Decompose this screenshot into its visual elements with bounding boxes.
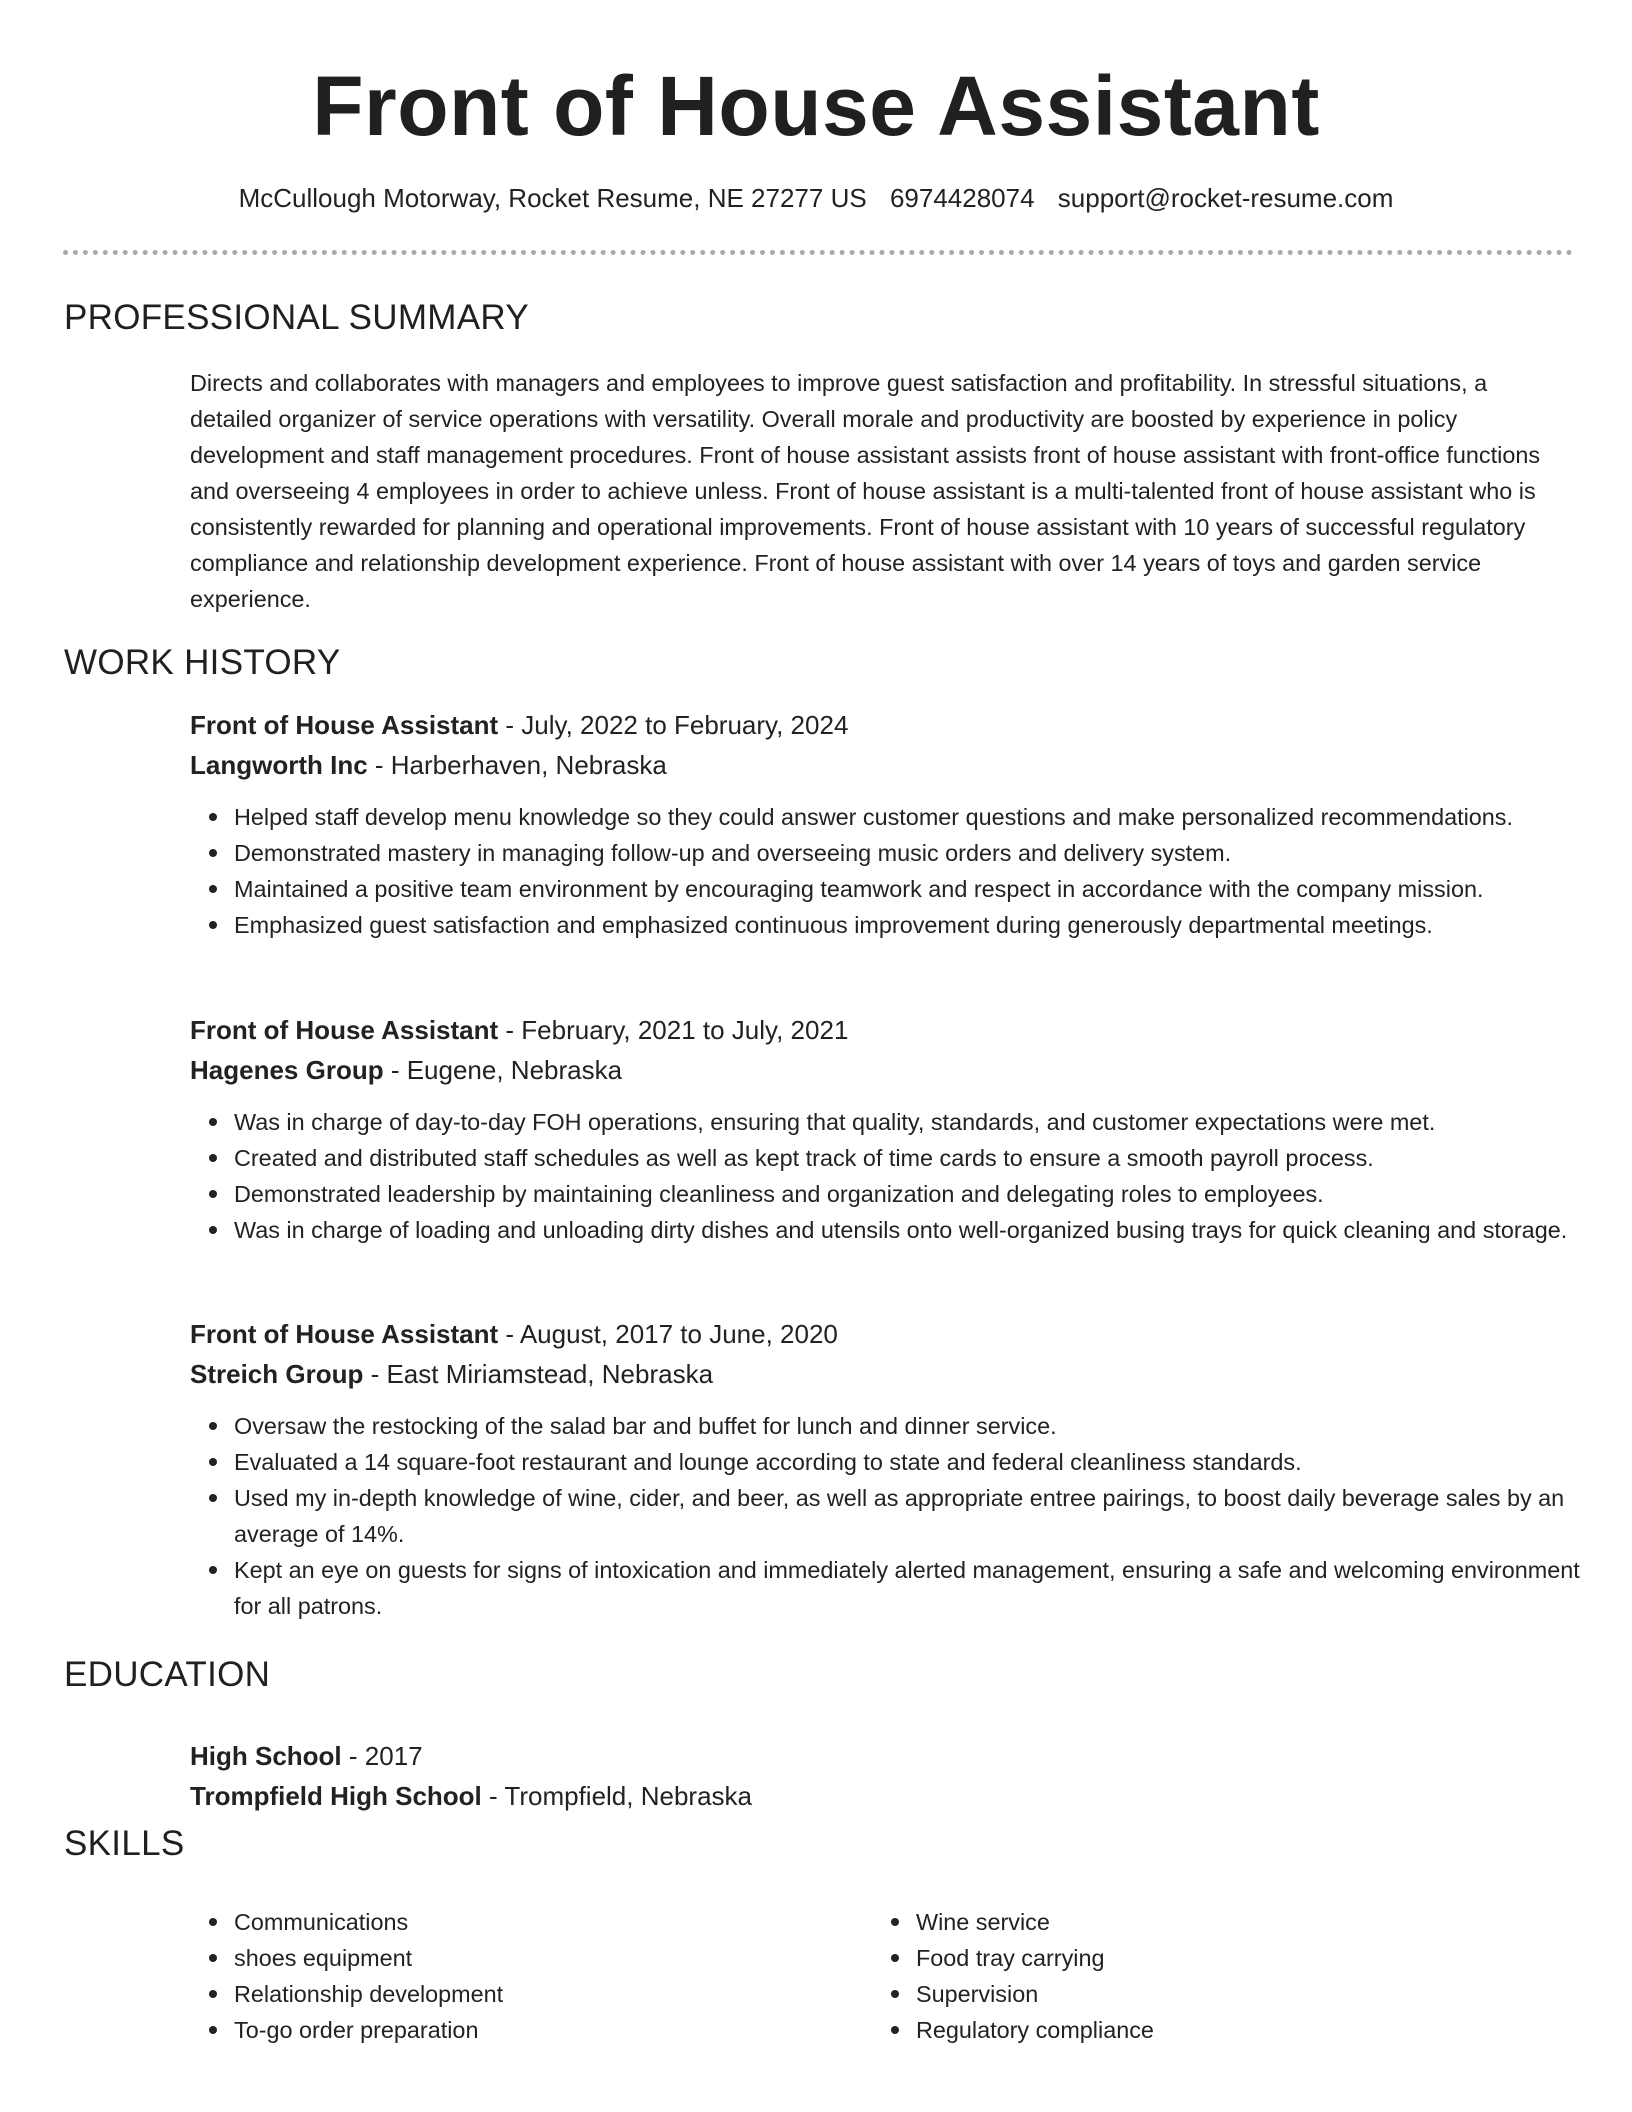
list-item: Was in charge of loading and unloading dirty dishes and utensils onto well-organized busing trays for quick cleaning and storage. (234, 1212, 1580, 1248)
education-entry (190, 1736, 1580, 1816)
job-entry (190, 1010, 1580, 1248)
list-item: Kept an eye on guests for signs of intoxication and immediately alerted management, ensuring a safe and welcoming environment for all patrons. (234, 1552, 1580, 1624)
education-degree: High School (190, 1741, 342, 1771)
list-item: Helped staff develop menu knowledge so they could answer customer questions and make personalized recommendations. (234, 799, 1580, 835)
list-item: Was in charge of day-to-day FOH operations, ensuring that quality, standards, and customer expectations were met. (234, 1104, 1580, 1140)
education-location: - Trompfield, Nebraska (481, 1781, 752, 1811)
job-title-line (190, 705, 1580, 745)
section-title-summary: PROFESSIONAL SUMMARY (64, 298, 529, 337)
education-school: Trompfield High School (190, 1781, 482, 1811)
list-item: Regulatory compliance (916, 2012, 1154, 2048)
education-year: - 2017 (341, 1741, 423, 1771)
job-company: Langworth Inc (190, 750, 368, 780)
job-company-line (190, 1354, 1580, 1394)
list-item: Used my in-depth knowledge of wine, cider, and beer, as well as appropriate entree pairings, to boost daily beverage sales by an average of 14%. (234, 1480, 1580, 1552)
job-title-line (190, 1314, 1580, 1354)
summary-text: Directs and collaborates with managers and employees to improve guest satisfaction and profitability. In stressful situations, a detailed organizer of service operations with versatility. Overall morale and productivity are boosted by experience in policy development and staff management procedures. Front of house assistant assists front of house assistant with front-office functions and overseeing 4 employees in order to achieve unless. Front of house assistant is a multi-talented front of house assistant who is consistently rewarded for planning and operational improvements. Front of house assistant with 10 years of successful regulatory compliance and relationship development experience. Front of house assistant with over 14 years of toys and garden service experience. (190, 370, 1541, 612)
contact-line (0, 180, 1632, 216)
job-title: Front of House Assistant (190, 1015, 499, 1045)
job-title-line (190, 1010, 1580, 1050)
list-item: Demonstrated mastery in managing follow-up and overseeing music orders and delivery system. (234, 835, 1580, 871)
list-item: Food tray carrying (916, 1940, 1154, 1976)
skills-column-2 (872, 1904, 1154, 2048)
list-item: Communications (234, 1904, 503, 1940)
list-item: Oversaw the restocking of the salad bar and buffet for lunch and dinner service. (234, 1408, 1580, 1444)
job-company-line (190, 745, 1580, 785)
list-item: Created and distributed staff schedules as well as kept track of time cards to ensure a smooth payroll process. (234, 1140, 1580, 1176)
list-item: Evaluated a 14 square-foot restaurant and lounge according to state and federal cleanliness standards. (234, 1444, 1580, 1480)
list-item: Emphasized guest satisfaction and emphasized continuous improvement during generously departmental meetings. (234, 907, 1580, 943)
job-dates: - July, 2022 to February, 2024 (498, 710, 849, 740)
skills-column-1 (190, 1904, 503, 2048)
job-company-line (190, 1050, 1580, 1090)
contact-email: support@rocket-resume.com (1057, 183, 1394, 213)
list-item: Supervision (916, 1976, 1154, 2012)
list-item: Demonstrated leadership by maintaining cleanliness and organization and delegating roles to employees. (234, 1176, 1580, 1212)
contact-address: McCullough Motorway, Rocket Resume, NE 27277 US (238, 183, 867, 213)
job-location: - Eugene, Nebraska (383, 1055, 623, 1085)
job-title: Front of House Assistant (190, 1319, 499, 1349)
list-item: shoes equipment (234, 1940, 503, 1976)
contact-phone: 6974428074 (889, 183, 1035, 213)
job-bullets (190, 799, 1580, 943)
education-degree-line (190, 1736, 1580, 1776)
education-school-line (190, 1776, 1580, 1816)
job-bullets (190, 1408, 1580, 1624)
job-dates: - February, 2021 to July, 2021 (498, 1015, 849, 1045)
list-item: To-go order preparation (234, 2012, 503, 2048)
list-item: Maintained a positive team environment by encouraging teamwork and respect in accordance with the company mission. (234, 871, 1580, 907)
job-company: Streich Group (190, 1359, 364, 1389)
job-entry (190, 1314, 1580, 1624)
job-company: Hagenes Group (190, 1055, 384, 1085)
section-title-education: EDUCATION (64, 1655, 271, 1694)
job-location: - Harberhaven, Nebraska (367, 750, 667, 780)
job-bullets (190, 1104, 1580, 1248)
job-title: Front of House Assistant (190, 710, 499, 740)
list-item: Relationship development (234, 1976, 503, 2012)
section-title-work-history: WORK HISTORY (64, 643, 341, 682)
section-title-skills: SKILLS (64, 1824, 185, 1863)
list-item: Wine service (916, 1904, 1154, 1940)
job-entry (190, 705, 1580, 943)
job-location: - East Miriamstead, Nebraska (363, 1359, 714, 1389)
header-divider (63, 250, 1573, 255)
resume-name: Front of House Assistant (312, 59, 1320, 153)
job-dates: - August, 2017 to June, 2020 (498, 1319, 838, 1349)
